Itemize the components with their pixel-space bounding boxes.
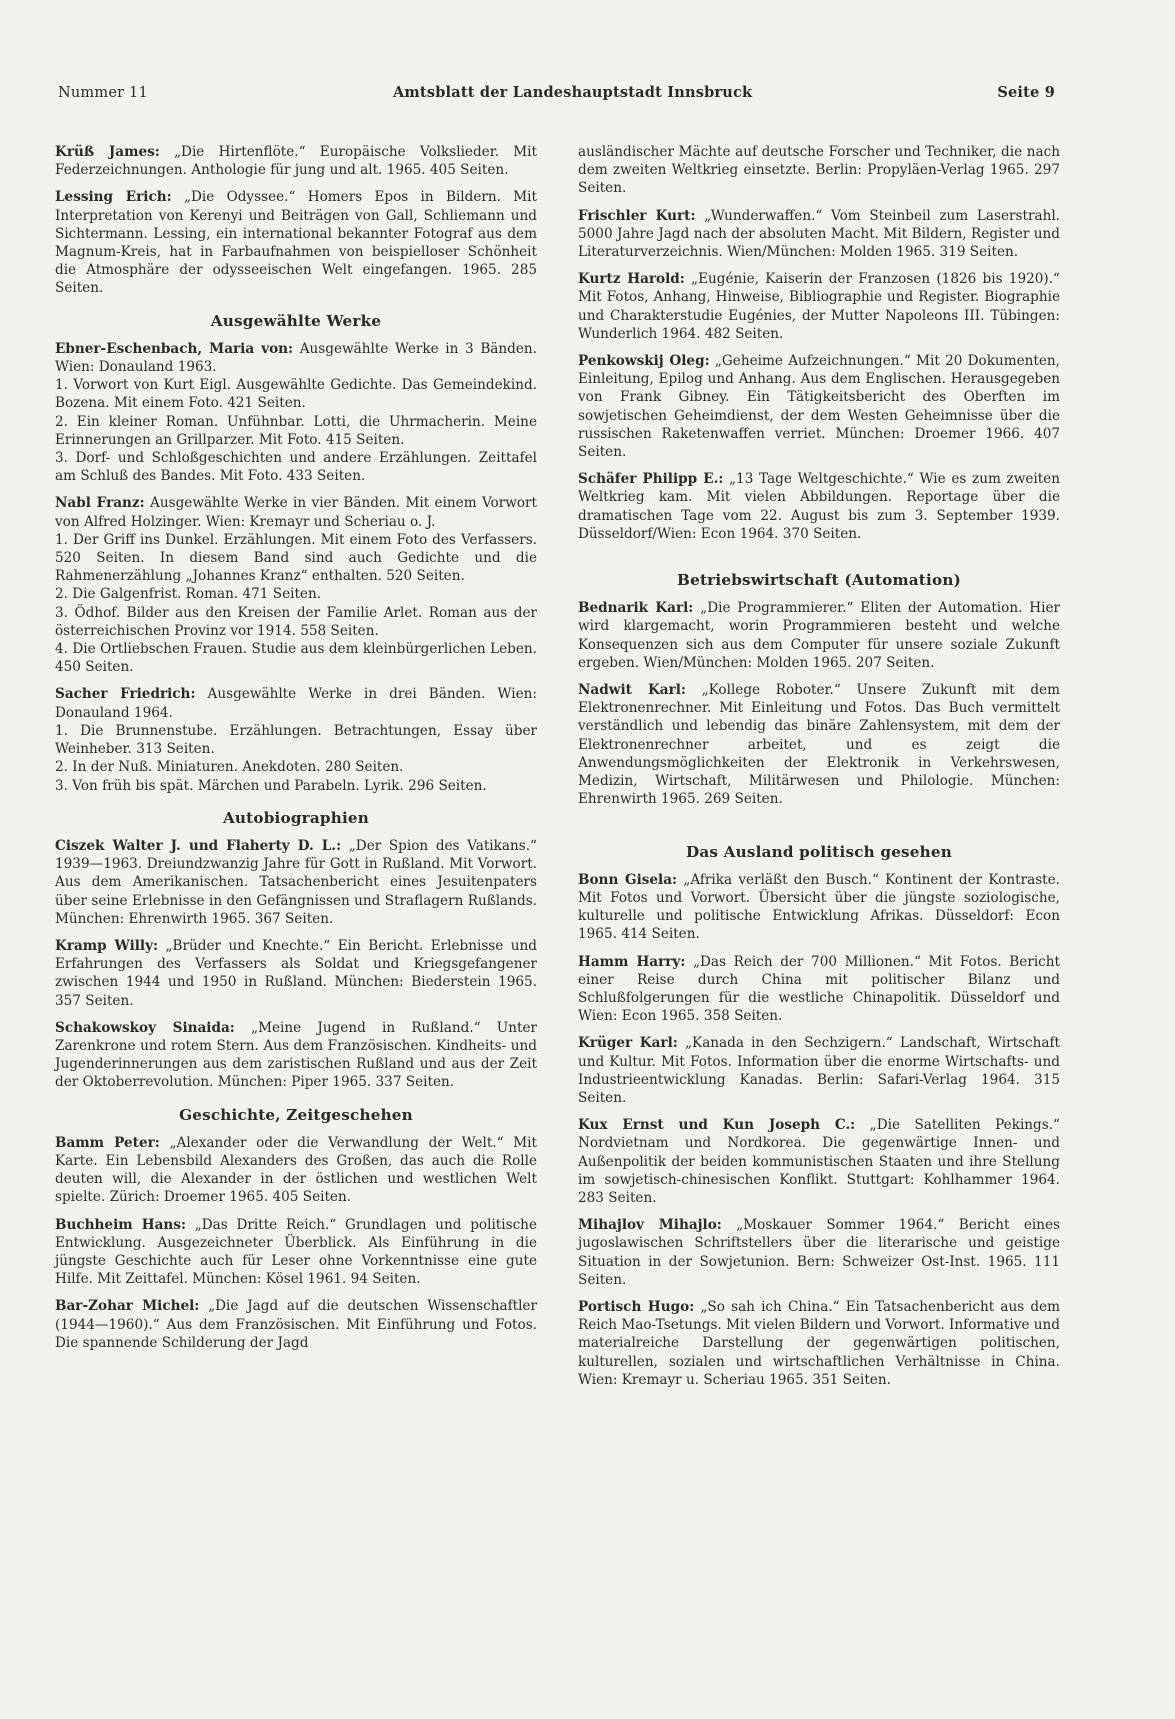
entry-text: „Das Dritte Reich.“ Grundlagen und politische Entwicklung. Ausgezeichneter Überblick. Als Einführung in die jüngste Geschichte auch für Leser ohne Vorkenntnisse eine gute Hilfe. Mit Zeittafel. München: Kösel 1961. 94 Seiten.	[55, 1216, 537, 1288]
entry-list	[578, 871, 1060, 1389]
publication-title: Amtsblatt der Landeshauptstadt Innsbruck	[392, 84, 753, 101]
entry-author: Kurtz Harold:	[578, 271, 685, 288]
entry-text: „Alexander oder die Verwandlung der Welt.“ Mit Karte. Ein Lebensbild Alexanders des Großen, das auch die Rolle deuten will, die Alexander in der östlichen und westlichen Welt spielte. Zürich: Droemer 1965. 405 Seiten.	[55, 1134, 537, 1206]
entry-author: Nabl Franz:	[55, 495, 145, 512]
entry-text: „Moskauer Sommer 1964.“ Bericht eines jugoslawischen Schriftstellers über die literarische und geistige Situation in der Sowjetunion. Bern: Schweizer Ost-Inst. 1965. 111 Seiten.	[578, 1217, 1060, 1288]
entry-text: „Das Reich der 700 Millionen.“ Mit Fotos. Bericht einer Reise durch China mit politischer Bilanz und Schlußfolgerungen für die westliche Chinapolitik. Düsseldorf und Wien: Econ 1965. 358 Seiten.	[578, 953, 1061, 1025]
bibliography-entry	[578, 143, 1060, 198]
volume-line: 3. Ödhof. Bilder aus den Kreisen der Familie Arlet. Roman aus der österreichischen Provinz vor 1914. 558 Seiten.	[55, 604, 537, 639]
bibliography-entry	[578, 470, 1060, 543]
entry-list	[55, 1134, 537, 1352]
page-header	[58, 84, 1055, 101]
entry-author: Schäfer Philipp E.:	[578, 471, 724, 488]
entry-author: Bednarik Karl:	[578, 600, 694, 617]
bibliography-entry	[578, 1116, 1060, 1207]
right-column	[578, 143, 1060, 1398]
entry-list	[55, 340, 537, 795]
volume-line: 1. Die Brunnenstube. Erzählungen. Betrachtungen, Essay über Weinheber. 313 Seiten.	[55, 722, 537, 758]
entry-author: Kux Ernst und Kun Joseph C.:	[578, 1117, 856, 1134]
entry-author: Bar-Zohar Michel:	[55, 1298, 200, 1315]
left-column	[55, 143, 537, 1361]
entry-list	[578, 599, 1060, 808]
entry-text: ausländischer Mächte auf deutsche Forscher und Techniker, die nach dem zweiten Weltkrieg einsetzte. Berlin: Propyläen-Verlag 1965. 297 Seiten.	[578, 144, 1060, 197]
entry-author: Portisch Hugo:	[578, 1298, 695, 1315]
entry-author: Ciszek Walter J. und Flaherty D. L.:	[55, 837, 342, 854]
volume-line: 2. In der Nuß. Miniaturen. Anekdoten. 280 Seiten.	[55, 759, 404, 776]
entry-text: „So sah ich China.“ Ein Tatsachenbericht aus dem Reich Mao-Tsetungs. Mit vielen Bildern und Vorwort. Informative und materialreiche Darstellung der gegenwärtigen politischen, kulturellen, sozialen und wirtschaftlichen Verhältnisse in China. Wien: Kremayr u. Scheriau 1965. 351 Seiten.	[578, 1298, 1060, 1388]
entry-text: „Geheime Aufzeichnungen.“ Mit 20 Dokumenten, Einleitung, Epilog und Anhang. Aus dem Englischen. Herausgegeben von Frank Gibney. Ein Tätigkeitsbericht des Oberften im sowjetischen Geheimdienst, der dem Westen Geheimnisse über die russischen Raketenwaffen verriet. München: Droemer 1966. 407 Seiten.	[578, 353, 1060, 461]
entry-author: Nadwit Karl:	[578, 682, 686, 699]
entry-text: „Die Jagd auf die deutschen Wissenschaftler (1944—1960).“ Aus dem Französischen. Mit Einführung und Fotos. Die spannende Schilderung der Jagd	[55, 1298, 537, 1351]
entry-text: „Brüder und Knechte.“ Ein Bericht. Erlebnisse und Erfahrungen des Verfassers als Soldat und Kriegsgefangener zwischen 1944 und 1950 in Rußland. München: Biederstein 1965. 357 Seiten.	[55, 937, 538, 1009]
entry-author: Sacher Friedrich:	[55, 686, 196, 703]
section-heading: Ausgewählte Werke	[210, 311, 382, 330]
volume-line: 4. Die Ortliebschen Frauen. Studie aus dem kleinbürgerlichen Leben. 450 Seiten.	[55, 641, 537, 676]
volume-line: 1. Vorwort von Kurt Eigl. Ausgewählte Gedichte. Das Gemeindekind. Bozena. Mit einem Foto. 421 Seiten.	[55, 377, 537, 412]
entry-text: Ausgewählte Werke in 3 Bänden. Wien: Donauland 1963.	[55, 340, 537, 376]
entry-text: „Die Odyssee.“ Homers Epos in Bildern. Mit Interpretation von Kerenyi und Beiträgen von Gall, Schliemann und Sichtermann. Lessing, ein international bekannter Fotograf aus dem Magnum-Kreis, hat in Farbaufnahmen von beispielloser Schönheit die Atmosphäre der odysseeischen Welt eingefangen. 1965. 285 Seiten.	[55, 189, 537, 297]
bibliography-entry	[55, 340, 537, 486]
entry-author: Lessing Erich:	[55, 189, 172, 206]
entry-list	[55, 143, 537, 298]
page-number: Seite 9	[997, 84, 1055, 101]
entry-author: Penkowskij Oleg:	[578, 353, 710, 370]
entry-text: „Die Programmierer.“ Eliten der Automation. Hier wird klargemacht, worin Programmieren besteht und welche Konsequenzen sich aus dem Computer für unsere soziale Zukunft ergeben. Wien/München: Molden 1965. 207 Seiten.	[578, 600, 1060, 671]
entry-author: Ebner-Eschenbach, Maria von:	[55, 340, 294, 357]
section-heading: Betriebswirtschaft (Automation)	[677, 571, 961, 590]
entry-author: Krüger Karl:	[578, 1035, 678, 1052]
entry-text: „13 Tage Weltgeschichte.“ Wie es zum zweiten Weltkrieg kam. Mit vielen Abbildungen. Reportage über die dramatischen Tage vom 22. August bis zum 3. September 1939. Düsseldorf/Wien: Econ 1964. 370 Seiten.	[578, 471, 1060, 542]
bibliography-entry	[55, 1297, 537, 1352]
bibliography-entry	[55, 1019, 537, 1092]
entry-text: „Wunderwaffen.“ Vom Steinbeil zum Laserstrahl. 5000 Jahre Jagd nach der absoluten Macht. Mit Bildern, Register und Literaturverzeichnis. Wien/München: Molden 1965. 319 Seiten.	[578, 207, 1060, 261]
bibliography-entry	[578, 681, 1060, 808]
section-heading: Geschichte, Zeitgeschehen	[179, 1105, 413, 1124]
bibliography-entry	[578, 270, 1060, 343]
issue-number: Nummer 11	[58, 85, 148, 101]
bibliography-entry	[55, 937, 537, 1010]
entry-author: Schakowskoy Sinaida:	[55, 1019, 235, 1036]
entry-text: Ausgewählte Werke in vier Bänden. Mit einem Vorwort von Alfred Holzinger. Wien: Kremayr und Scheriau o. J.	[55, 495, 537, 530]
entry-author: Krüß James:	[55, 144, 160, 160]
entry-author: Kramp Willy:	[55, 937, 158, 954]
bibliography-entry	[578, 1034, 1060, 1107]
bibliography-entry	[578, 1298, 1060, 1389]
entry-author: Bonn Gisela:	[578, 871, 678, 888]
bibliography-entry	[55, 188, 537, 297]
bibliography-entry	[578, 352, 1060, 461]
entry-text: „Der Spion des Vatikans.“ 1939—1963. Dreiundzwanzig Jahre für Gott in Rußland. Mit Vorwort. Aus dem Amerikanischen. Tatsachenbericht eines Jesuitenpaters über seine Erlebnisse in den Gefängnissen und Straflagern Rußlands. München: Ehrenwirth 1965. 367 Seiten.	[55, 837, 538, 927]
bibliography-entry	[55, 494, 537, 676]
volume-line: 2. Ein kleiner Roman. Unfühnbar. Lotti, die Uhrmacherin. Meine Erinnerungen an Grillparzer. Mit Foto. 415 Seiten.	[55, 413, 537, 448]
entry-author: Hamm Harry:	[578, 953, 686, 970]
volume-line: 3. Von früh bis spät. Märchen und Parabeln. Lyrik. 296 Seiten.	[55, 777, 487, 794]
bibliography-entry	[578, 871, 1060, 944]
entry-author: Mihajlov Mihajlo:	[578, 1217, 722, 1234]
entry-text: „Kollege Roboter.“ Unsere Zukunft mit dem Elektronenrechner. Mit Einleitung und Fotos. Das Buch vermittelt verständlich und lebendig das binäre Zahlensystem, mit dem der Elektronenrechner arbeitet, und es zeigt die Anwendungsmöglichkeiten der Elektronik in Verkehrswesen, Medizin, Wirtschaft, Militärwesen und Philologie. München: Ehrenwirth 1965. 269 Seiten.	[578, 682, 1060, 808]
entry-text: Ausgewählte Werke in drei Bänden. Wien: Donauland 1964.	[55, 686, 537, 721]
bibliography-entry	[55, 685, 537, 794]
entry-text: „Die Satelliten Pekings.“ Nordvietnam und Nordkorea. Die gegenwärtige Innen- und Außenpolitik der beiden kommunistischen Staaten und ihre Stellung im sowjetisch-chinesischen Konflikt. Stuttgart: Kohlhammer 1964. 283 Seiten.	[578, 1117, 1060, 1206]
entry-author: Bamm Peter:	[55, 1134, 160, 1151]
entry-text: „Kanada in den Sechzigern.“ Landschaft, Wirtschaft und Kultur. Mit Fotos. Information über die enorme Wirtschafts- und Industrieentwicklung Kanadas. Berlin: Safari-Verlag 1964. 315 Seiten.	[578, 1035, 1060, 1106]
entry-text: „Eugénie, Kaiserin der Franzosen (1826 bis 1920).“ Mit Fotos, Anhang, Hinweise, Bibliographie und Register. Biographie und Charakterstudie Eugénies, der Mutter Napoleons III. Tübingen: Wunderlich 1964. 482 Seiten.	[578, 271, 1060, 342]
entry-text: „Die Hirtenflöte.“ Europäische Volkslieder. Mit Federzeichnungen. Anthologie für jung und alt. 1965. 405 Seiten.	[55, 144, 537, 179]
entry-list	[55, 837, 537, 1092]
entry-author: Frischler Kurt:	[578, 207, 696, 224]
bibliography-entry	[578, 953, 1060, 1026]
bibliography-entry	[578, 207, 1060, 262]
bibliography-entry	[55, 143, 537, 179]
bibliography-entry	[55, 837, 537, 928]
entry-author: Buchheim Hans:	[55, 1216, 186, 1233]
volume-line: 2. Die Galgenfrist. Roman. 471 Seiten.	[55, 586, 322, 603]
bibliography-entry	[55, 1134, 537, 1207]
entry-list	[578, 143, 1060, 543]
volume-line: 3. Dorf- und Schloßgeschichten und andere Erzählungen. Zeittafel am Schluß des Bandes. Mit Foto. 433 Seiten.	[55, 450, 537, 485]
section-heading: Das Ausland politisch gesehen	[685, 842, 953, 861]
entry-text: „Afrika verläßt den Busch.“ Kontinent der Kontraste. Mit Fotos und Vorwort. Übersicht über die jüngste soziologische, kulturelle und politische Entwicklung Afrikas. Düsseldorf: Econ 1965. 414 Seiten.	[578, 871, 1060, 943]
volume-line: 1. Der Griff ins Dunkel. Erzählungen. Mit einem Foto des Verfassers. 520 Seiten. In diesem Band sind auch Gedichte und die Rahmenerzählung „Johannes Kranz“ enthalten. 520 Seiten.	[55, 531, 537, 585]
section-heading: Autobiographien	[222, 808, 370, 827]
bibliography-entry	[578, 599, 1060, 672]
bibliography-entry	[55, 1216, 537, 1289]
entry-text: „Meine Jugend in Rußland.“ Unter Zarenkrone und rotem Stern. Aus dem Französischen. Kindheits- und Jugenderinnerungen aus dem zaristischen Rußland und aus der Zeit der Oktoberrevolution. München: Piper 1965. 337 Seiten.	[55, 1019, 537, 1091]
bibliography-entry	[578, 1216, 1060, 1289]
